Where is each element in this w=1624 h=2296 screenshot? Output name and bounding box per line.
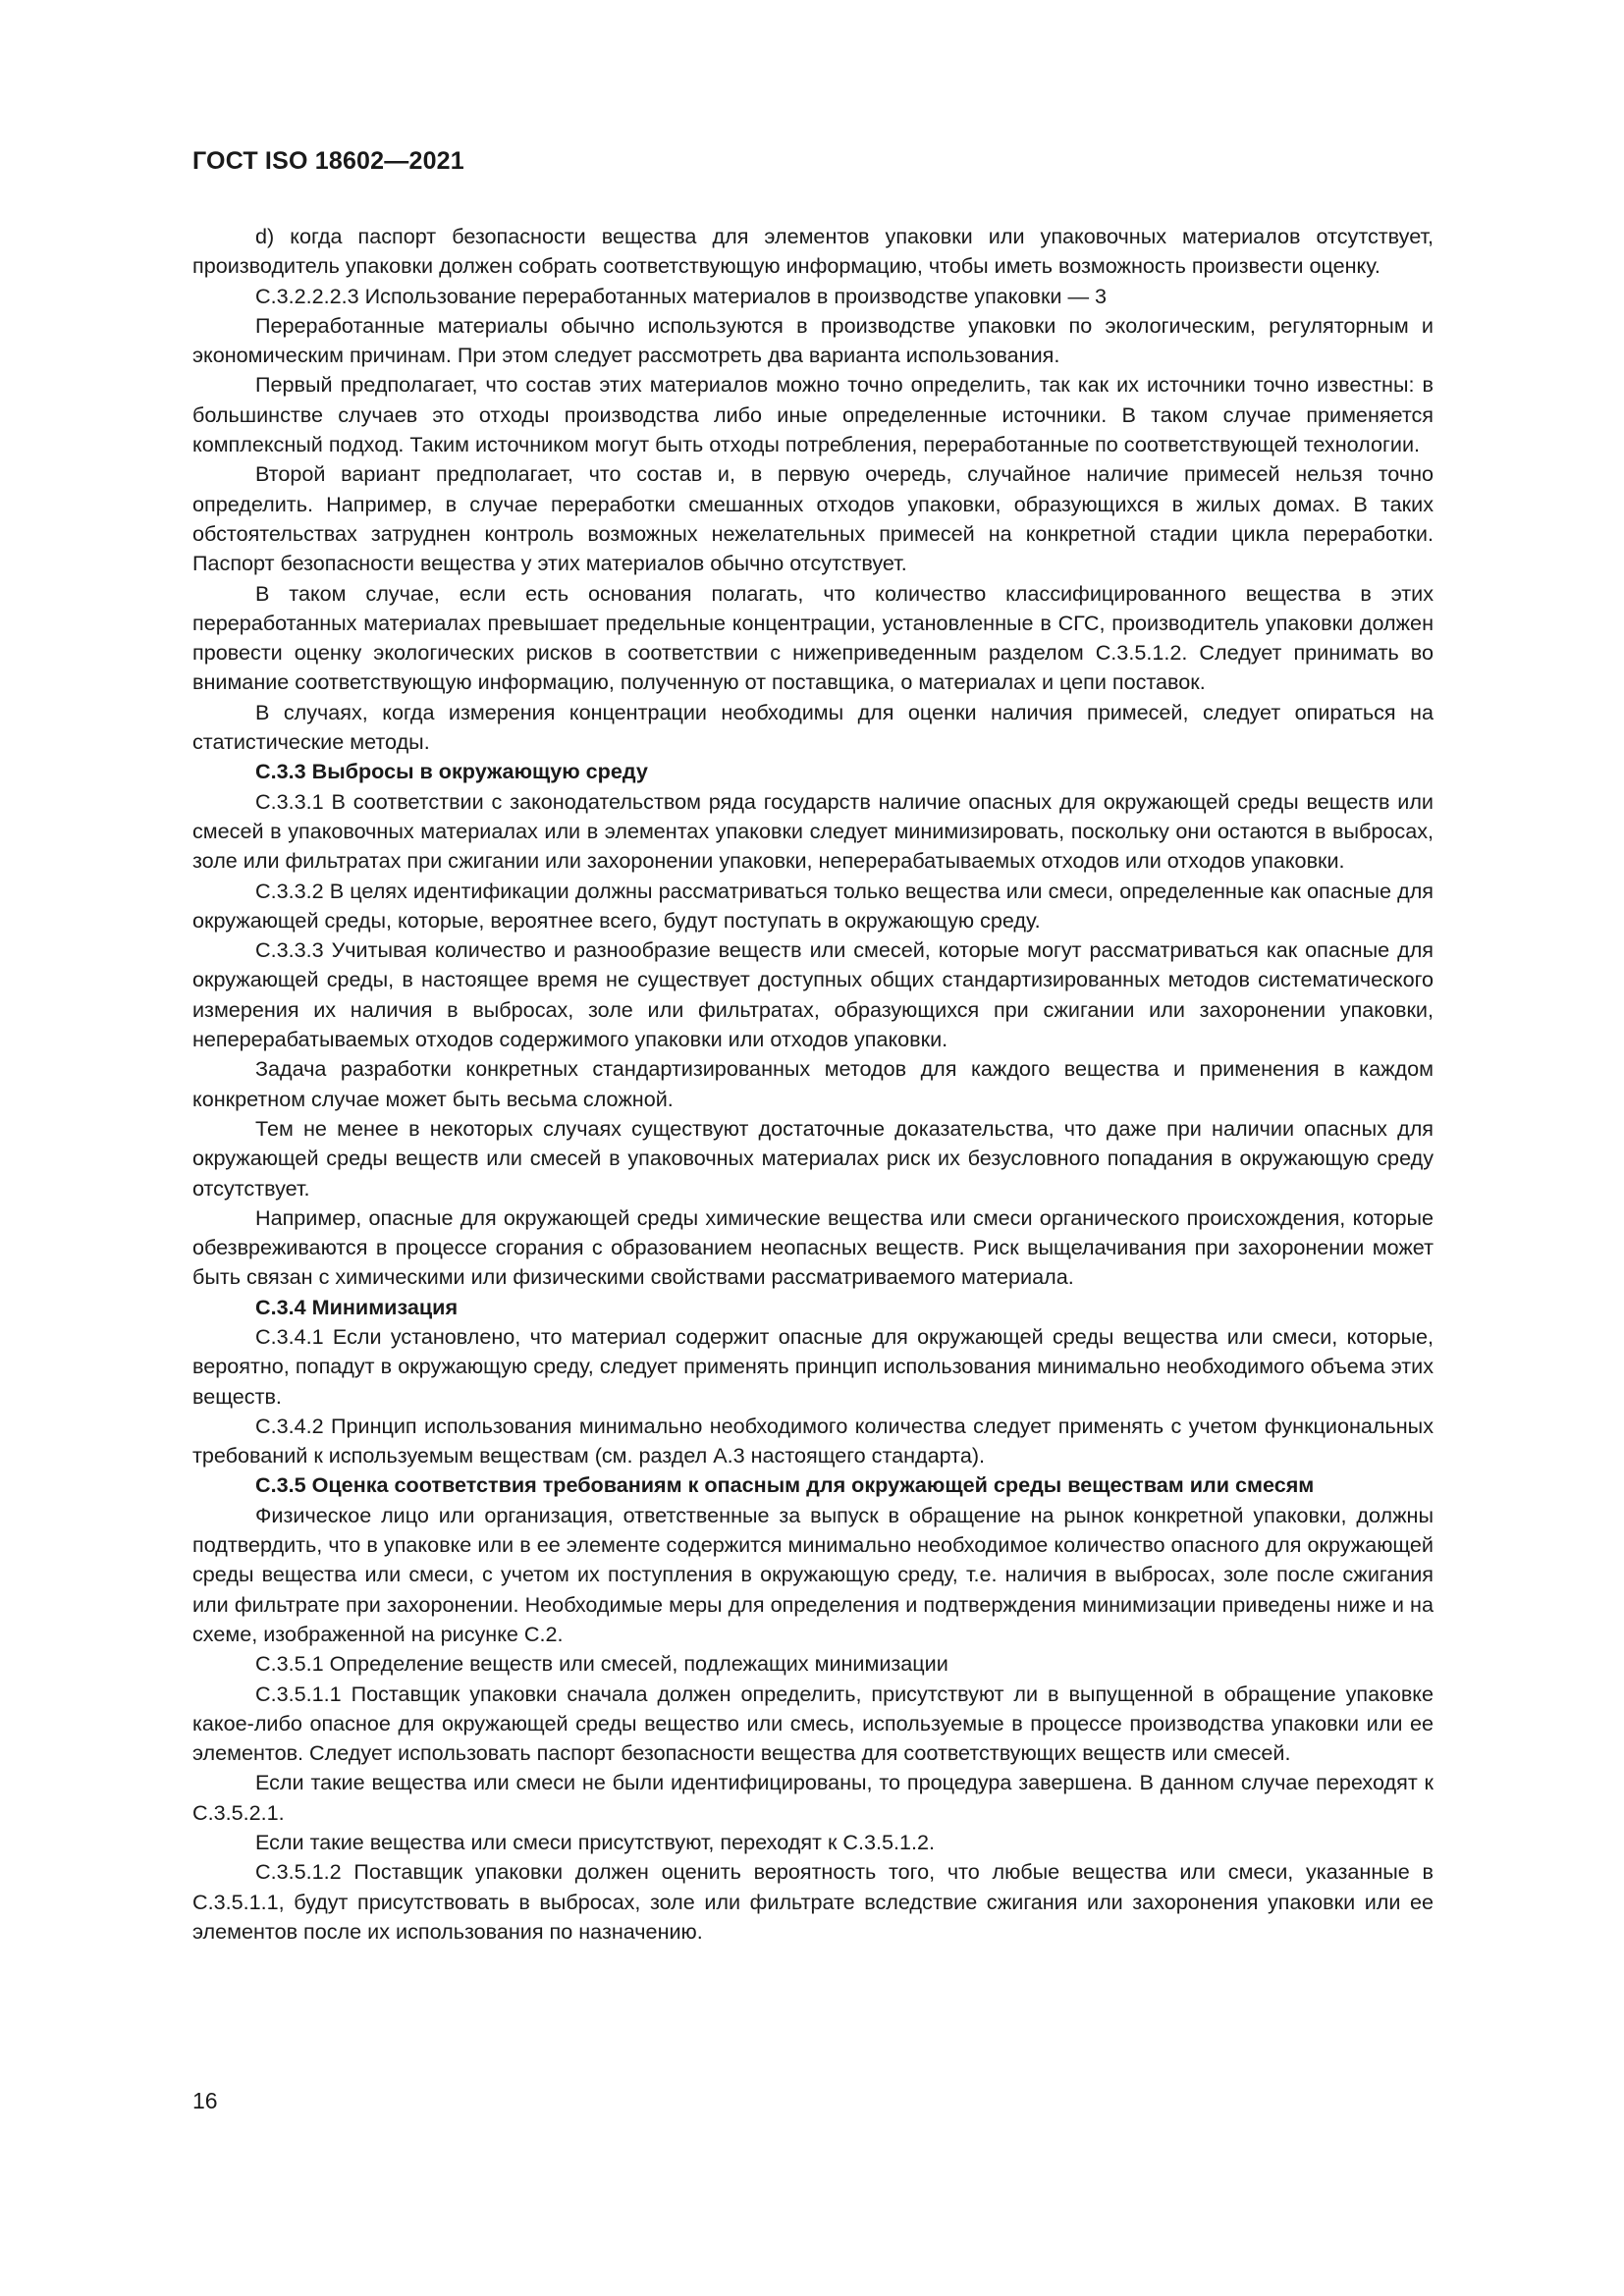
- paragraph: С.3.3.3 Учитывая количество и разнообразие веществ или смесей, которые могут рассматриваться как опасные для окружающей среды, в настоящее время не существует доступных общих стандартизированных методов систематического измерения их наличия в выбросах, золе или фильтратах, образующихся при сжигании или захоронении упаковки, неперерабатываемых отходов содержимого упаковки или отходов упаковки.: [192, 937, 1434, 1052]
- document-header: ГОСТ ISO 18602—2021: [192, 147, 464, 175]
- paragraph: С.3.4.2 Принцип использования минимально необходимого количества следует применять с учетом функциональных требований к используемым веществам (см. раздел А.3 настоящего стандарта).: [192, 1413, 1434, 1468]
- paragraph: Если такие вещества или смеси присутствуют, переходят к С.3.5.1.2.: [255, 1830, 936, 1855]
- paragraph: В таком случае, если есть основания полагать, что количество классифицированного вещества в этих переработанных материалах превышает предельные концентрации, установленные в СГС, производитель упаковки должен провести оценку экологических рисков в соответствии с нижеприведенным разделом С.3.5.1.2. Следует принимать во внимание соответствующую информацию, полученную от поставщика, о материалах и цепи поставок.: [192, 580, 1434, 695]
- page-number: 16: [192, 2088, 218, 2113]
- paragraph: С.3.3.1 В соответствии с законодательством ряда государств наличие опасных для окружающей среды веществ или смесей в упаковочных материалах или в элементах упаковки следует минимизировать, поскольку они остаются в выбросах, золе или фильтратах при сжигании или захоронении упаковки, неперерабатываемых отходов или отходов упаковки.: [192, 788, 1434, 874]
- paragraph: С.3.5.1.1 Поставщик упаковки сначала должен определить, присутствуют ли в выпущенной в обращение упаковке какое-либо опасное для окружающей среды вещество или смесь, используемые в процессе производства упаковки или ее элементов. Следует использовать паспорт безопасности вещества для соответствующих веществ или смесей.: [192, 1681, 1434, 1766]
- paragraph: Задача разработки конкретных стандартизированных методов для каждого вещества и применения в каждом конкретном случае может быть весьма сложной.: [192, 1056, 1434, 1111]
- paragraph: Физическое лицо или организация, ответственные за выпуск в обращение на рынок конкретной упаковки, должны подтвердить, что в упаковке или в ее элементе содержится минимально необходимое количество опасного для окружающей среды вещества или смеси, с учетом их поступления в окружающую среду, т.е. наличия в выбросах, золе после сжигания или фильтрате при захоронении. Необходимые меры для определения и подтверждения минимизации приведены ниже и на схеме, изображенной на рисунке С.2.: [192, 1502, 1434, 1646]
- paragraph: Тем не менее в некоторых случаях существуют достаточные доказательства, что даже при наличии опасных для окружающей среды веществ или смесей в упаковочных материалах риск их безусловного попадания в окружающую среду отсутствует.: [192, 1115, 1434, 1201]
- paragraph: С.3.3.2 В целях идентификации должны рассматриваться только вещества или смеси, определенные как опасные для окружающей среды, которые, вероятнее всего, будут поступать в окружающую среду.: [192, 878, 1434, 933]
- paragraph: С.3.4.1 Если установлено, что материал содержит опасные для окружающей среды вещества или смеси, которые, вероятно, попадут в окружающую среду, следует применять принцип использования минимально необходимого объема этих веществ.: [192, 1323, 1434, 1409]
- section-heading: С.3.4 Минимизация: [255, 1294, 459, 1319]
- paragraph: С.3.5.1.2 Поставщик упаковки должен оценить вероятность того, что любые вещества или смеси, указанные в С.3.5.1.1, будут присутствовать в выбросах, золе или фильтрате вследствие сжигания или захоронения упаковки или ее элементов после их использования по назначению.: [192, 1859, 1434, 1944]
- document-body: [192, 222, 1434, 1947]
- paragraph: Первый предполагает, что состав этих материалов можно точно определить, так как их источники точно известны: в большинстве случаев это отходы производства либо иные определенные источники. В таком случае применяется комплексный подход. Таким источником могут быть отходы потребления, переработанные по соответствующей технологии.: [192, 372, 1434, 457]
- paragraph: С.3.2.2.2.3 Использование переработанных материалов в производстве упаковки — 3: [255, 283, 1108, 308]
- paragraph: В случаях, когда измерения концентрации необходимы для оценки наличия примесей, следует опираться на статистические методы.: [192, 699, 1434, 755]
- paragraph: d) когда паспорт безопасности вещества для элементов упаковки или упаковочных материалов отсутствует, производитель упаковки должен собрать соответствующую информацию, чтобы иметь возможность произвести оценку.: [192, 224, 1434, 279]
- paragraph: Переработанные материалы обычно используются в производстве упаковки по экологическим, регуляторным и экономическим причинам. При этом следует рассмотреть два варианта использования.: [192, 312, 1434, 368]
- paragraph: Второй вариант предполагает, что состав и, в первую очередь, случайное наличие примесей нельзя точно определить. Например, в случае переработки смешанных отходов упаковки, образующихся в жилых домах. В таких обстоятельствах затруднен контроль возможных нежелательных примесей на конкретной стадии цикла переработки. Паспорт безопасности вещества у этих материалов обычно отсутствует.: [192, 461, 1434, 576]
- section-heading: С.3.3 Выбросы в окружающую среду: [255, 759, 648, 784]
- section-heading: С.3.5 Оценка соответствия требованиям к опасным для окружающей среды веществам или смесям: [255, 1472, 1315, 1498]
- paragraph: Например, опасные для окружающей среды химические вещества или смеси органического происхождения, которые обезвреживаются в процессе сгорания с образованием неопасных веществ. Риск выщелачивания при захоронении может быть связан с химическими или физическими свойствами рассматриваемого материала.: [192, 1204, 1434, 1290]
- paragraph: Если такие вещества или смеси не были идентифицированы, то процедура завершена. В данном случае переходят к С.3.5.2.1.: [192, 1770, 1434, 1825]
- paragraph: С.3.5.1 Определение веществ или смесей, подлежащих минимизации: [255, 1651, 948, 1677]
